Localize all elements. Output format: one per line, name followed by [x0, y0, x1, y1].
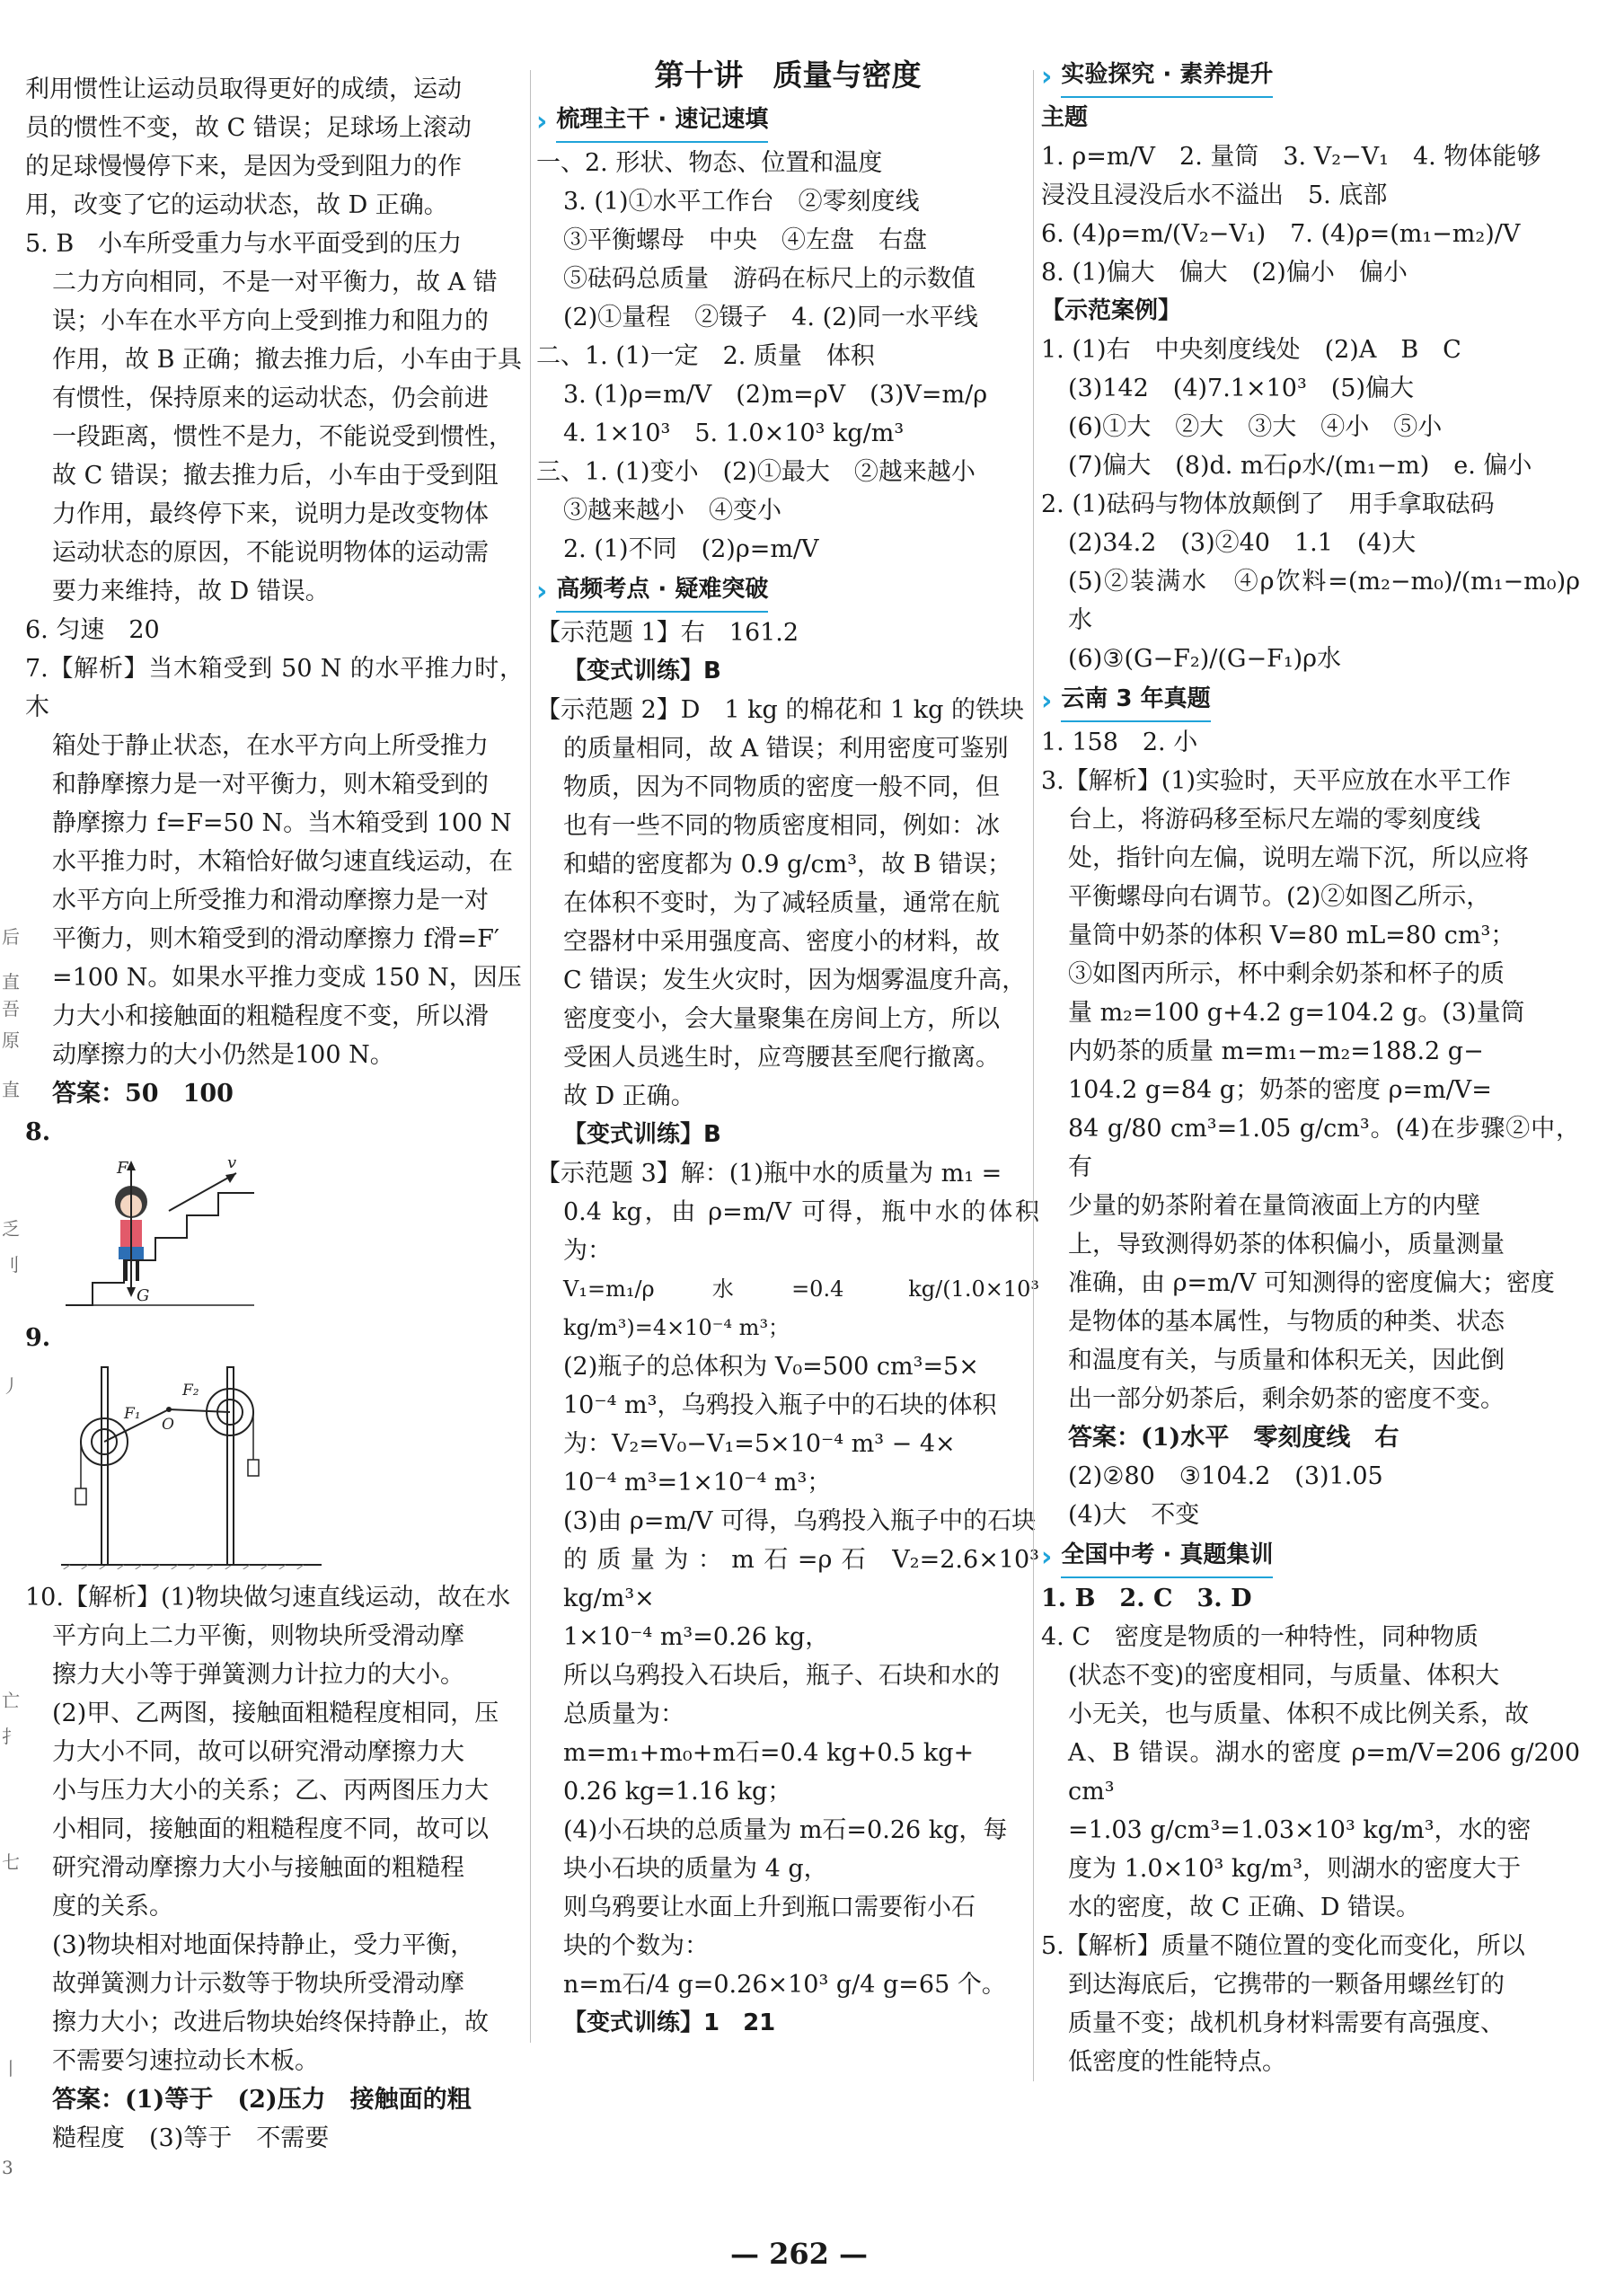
text-line: 2. (1)不同 (2)ρ=m/V	[563, 535, 819, 563]
text-line: (6)③(G−F₂)/(G−F₁)ρ水	[1068, 645, 1342, 673]
text-line: 度为 1.0×10³ kg/m³，则湖水的密度大于	[1068, 1855, 1522, 1883]
formula-line: m=m₁+m₀+m石=0.4 kg+0.5 kg+	[563, 1739, 975, 1767]
text-line: (3)物块相对地面保持静止，受力平衡，	[52, 1931, 475, 1959]
chevron-right-icon: ›	[1041, 1541, 1053, 1573]
variant-training: 【变式训练】1 21	[563, 2009, 776, 2036]
text-line: 和蜡的密度都为 0.9 g/cm³，故 B 错误；	[563, 851, 1012, 879]
text-line: 到达海底后，它携带的一颗备用螺丝钉的	[1068, 1971, 1505, 1999]
section-header-experiment: › 实验探究 · 素养提升	[1041, 57, 1580, 95]
text-line: 1. (1)右 中央刻度线处 (2)A B C	[1041, 336, 1461, 364]
text-line: 受困人员逃生时，应弯腰甚至爬行撤离。	[563, 1044, 1000, 1072]
text-line: 一段距离，惯性不是力，不能说受到惯性，	[52, 423, 513, 451]
text-line: (7)偏大 (8)d. m石ρ水/(m₁−m) e. 偏小	[1068, 452, 1532, 480]
answer-10: 10.【解析】(1)物块做匀速直线运动，故在水	[25, 1584, 511, 1612]
text-line: 故 C 错误；撤去推力后，小车由于受到阻	[52, 462, 499, 490]
text-line: 擦力大小；改进后物块始终保持静止，故	[52, 2009, 489, 2036]
edge-remnant-5: 直	[2, 1079, 20, 1100]
text-line: 度的关系。	[52, 1893, 173, 1921]
text-line: (2)②80 ③104.2 (3)1.05	[1068, 1462, 1383, 1490]
text-line: 则乌鸦要让水面上升到瓶口需要衔小石	[563, 1894, 976, 1921]
text-line: 平方向上二力平衡，则物块所受滑动摩	[52, 1622, 464, 1650]
text-line: 84 g/80 cm³=1.05 g/cm³。(4)在步骤②中，有	[1068, 1115, 1580, 1181]
text-line: 准确，由 ρ=m/V 可知测得的密度偏大；密度	[1068, 1269, 1555, 1297]
figure-pulley-diagram	[61, 1363, 331, 1569]
text-line: 员的惯性不变，故 C 错误；足球场上滚动	[25, 114, 472, 142]
text-line: 3. (1)①水平工作台 ②零刻度线	[563, 188, 920, 216]
text-line: 力大小和接触面的粗糙程度不变，所以滑	[52, 1002, 489, 1030]
text-line: 的质量相同，故 A 错误；利用密度可鉴别	[563, 735, 1009, 763]
answer-line: 答案：(1)水平 零刻度线 右	[1068, 1424, 1399, 1452]
edge-remnant-8: 丿	[2, 1375, 20, 1397]
text-line: 小与压力大小的关系；乙、丙两图压力大	[52, 1777, 489, 1805]
text-line: 的质量为：m石=ρ石 V₂=2.6×10³ kg/m³×	[563, 1546, 1039, 1612]
text-line: 0.26 kg=1.16 kg；	[563, 1778, 792, 1806]
text-line: 水平推力时，木箱恰好做匀速直线运动，在	[52, 848, 513, 876]
text-line: (2)①量程 ②镊子 4. (2)同一水平线	[563, 304, 978, 331]
edge-remnant-10: 扌	[2, 1726, 20, 1747]
text-line: 在体积不变时，为了减轻质量，通常在航	[563, 889, 1000, 917]
text-line: (3)由 ρ=m/V 可得，乌鸦投入瓶子中的石块	[563, 1507, 1037, 1535]
edge-remnant-2: 直	[2, 971, 20, 993]
text-line: 运动状态的原因，不能说明物体的运动需	[52, 539, 489, 567]
svg-text:F: F	[117, 1159, 128, 1178]
chevron-right-icon: ›	[1041, 60, 1053, 93]
text-line: 1. B 2. C 3. D	[1041, 1585, 1252, 1612]
text-line: ③越来越小 ④变小	[563, 497, 781, 525]
svg-text:G: G	[137, 1286, 150, 1305]
text-line: 糙程度 (3)等于 不需要	[52, 2124, 330, 2152]
svg-text:O: O	[162, 1416, 174, 1434]
text-line: 量 m₂=100 g+4.2 g=104.2 g。(3)量筒	[1068, 999, 1525, 1027]
column-right	[1033, 60, 1580, 2081]
text-line: 三、1. (1)变小 (2)①最大 ②越来越小	[536, 458, 976, 486]
formula-line: V₁=m₁/ρ水=0.4 kg/(1.0×10³ kg/m³)=4×10⁻⁴ m³；	[563, 1276, 1039, 1340]
variant-training: 【变式训练】B	[563, 658, 721, 684]
text-line: 总质量为：	[563, 1700, 684, 1728]
formula-line: n=m石/4 g=0.26×10³ g/4 g=65 个。	[563, 1971, 1006, 1999]
answer-6: 6. 匀速 20	[25, 616, 160, 644]
text-line: 水平方向上所受推力和滑动摩擦力是一对	[52, 887, 489, 914]
text-line: 小无关，也与质量、体积不成比例关系，故	[1068, 1700, 1529, 1728]
edge-remnant-6: 乏	[2, 1218, 20, 1240]
column-middle	[530, 57, 1039, 2043]
text-line: 3. (1)ρ=m/V (2)m=ρV (3)V=m/ρ	[563, 381, 988, 409]
text-line: 台上，将游码移至标尺左端的零刻度线	[1068, 806, 1480, 834]
text-line: 动摩擦力的大小仍然是100 N。	[52, 1041, 394, 1069]
text-line: ③平衡螺母 中央 ④左盘 右盘	[563, 226, 927, 254]
answer-line: 答案：50 100	[52, 1080, 234, 1108]
text-line: =100 N。如果水平推力变成 150 N，因压	[52, 964, 522, 992]
text-line: 用，改变了它的运动状态，故 D 正确。	[25, 191, 448, 219]
text-line: 二力方向相同，不是一对平衡力，故 A 错	[52, 269, 498, 296]
text-line: 为：V₂=V₀−V₁=5×10⁻⁴ m³ − 4×	[563, 1430, 956, 1458]
text-line: 4. 1×10³ 5. 1.0×10³ kg/m³	[563, 419, 905, 447]
text-line: 力作用，最终停下来，说明力是改变物体	[52, 500, 489, 528]
edge-remnant-9: 亡	[2, 1690, 20, 1711]
text-line: 有惯性，保持原来的运动状态，仍会前进	[52, 384, 489, 412]
text-line: A、B 错误。湖水的密度 ρ=m/V=206 g/200 cm³	[1068, 1739, 1580, 1806]
text-line: 空器材中采用强度高、密度小的材料，故	[563, 928, 1000, 956]
text-line: 量筒中奶茶的体积 V=80 mL=80 cm³；	[1068, 922, 1515, 949]
example-1: 【示范题 1】右 161.2	[536, 619, 799, 647]
text-line: 1×10⁻⁴ m³=0.26 kg，	[563, 1623, 830, 1651]
text-line: 作用，故 B 正确；撤去推力后，小车由于具	[52, 346, 523, 374]
text-line: 浸没且浸没后水不溢出 5. 底部	[1041, 181, 1388, 209]
variant-training: 【变式训练】B	[563, 1121, 721, 1148]
text-line: =1.03 g/cm³=1.03×10³ kg/m³，水的密	[1068, 1816, 1532, 1844]
text-line: 是物体的基本属性，与物质的种类、状态	[1068, 1308, 1505, 1336]
text-line: 0.4 kg，由 ρ=m/V 可得，瓶中水的体积为：	[563, 1198, 1039, 1265]
question-9-label: 9.	[25, 1324, 51, 1352]
edge-remnant-11: 七	[2, 1851, 20, 1873]
text-line: 静摩擦力 f=F=50 N。当木箱受到 100 N	[52, 809, 512, 837]
text-line: (5)②装满水 ④ρ饮料=(m₂−m₀)/(m₁−m₀)ρ水	[1068, 568, 1580, 634]
text-line: (2)34.2 (3)②40 1.1 (4)大	[1068, 529, 1417, 557]
question-8-label: 8.	[25, 1118, 51, 1146]
text-line: 力大小不同，故可以研究滑动摩擦力大	[52, 1738, 464, 1766]
section-header-national: › 全国中考 · 真题集训	[1041, 1538, 1580, 1576]
text-line: C 错误；发生火灾时，因为烟雾温度升高，	[563, 967, 1027, 994]
text-line: 水的密度，故 C 正确、D 错误。	[1068, 1894, 1421, 1921]
edge-remnant-4: 原	[2, 1029, 20, 1051]
demo-case-label: 【示范案例】	[1041, 297, 1182, 324]
chevron-right-icon: ›	[536, 575, 548, 607]
text-line: (2)瓶子的总体积为 V₀=500 cm³=5×	[563, 1353, 979, 1381]
answer-7: 7.【解析】当木箱受到 50 N 的水平推力时，木	[25, 655, 524, 721]
text-line: 处，指针向左偏，说明左端下沉，所以应将	[1068, 844, 1529, 872]
text-line: 箱处于静止状态，在水平方向上所受推力	[52, 732, 489, 760]
text-line: 利用惯性让运动员取得更好的成绩，运动	[25, 75, 462, 103]
text-line: 104.2 g=84 g；奶茶的密度 ρ=m/V=	[1068, 1076, 1492, 1104]
section-header-key-points: › 高频考点 · 疑难突破	[536, 572, 1039, 610]
text-line: ⑤砝码总质量 游码在标尺上的示数值	[563, 265, 976, 293]
section-header-review: › 梳理主干 · 速记速填	[536, 102, 1039, 140]
text-line: 内奶茶的质量 m=m₁−m₂=188.2 g−	[1068, 1038, 1484, 1065]
text-line: 8. (1)偏大 偏大 (2)偏小 偏小	[1041, 259, 1408, 287]
text-line: 不需要匀速拉动长木板。	[52, 2047, 319, 2075]
text-line: 物质，因为不同物质的密度一般不同，但	[563, 773, 1000, 801]
page-number: — 262 —	[729, 2237, 869, 2271]
edge-remnant-3: 吾	[2, 998, 20, 1020]
example-3: 【示范题 3】解：(1)瓶中水的质量为 m₁ =	[536, 1160, 1002, 1188]
text-line: 6. (4)ρ=m/(V₂−V₁) 7. (4)ρ=(m₁−m₂)/V	[1041, 220, 1521, 248]
text-line: 擦力大小等于弹簧测力计拉力的大小。	[52, 1661, 464, 1689]
answer-5: 5. B 小车所受重力与水平面受到的压力	[25, 230, 463, 258]
edge-remnant-1: 后	[2, 926, 20, 948]
text-line: (2)甲、乙两图，接触面粗糙程度相同，压	[52, 1700, 499, 1727]
section-header-yunnan: › 云南 3 年真题	[1041, 682, 1580, 720]
topic-label: 主题	[1041, 104, 1089, 131]
svg-text:F₁: F₁	[124, 1405, 141, 1423]
lecture-title: 第十讲 质量与密度	[654, 57, 922, 93]
text-line: 二、1. (1)一定 2. 质量 体积	[536, 342, 875, 370]
text-line: 块的个数为：	[563, 1932, 709, 1960]
text-line: 和静摩擦力是一对平衡力，则木箱受到的	[52, 771, 489, 799]
text-line: 小相同，接触面的粗糙程度不同，故可以	[52, 1815, 489, 1843]
text-line: 和温度有关，与质量和体积无关，因此倒	[1068, 1347, 1505, 1374]
text-line: 2. (1)砝码与物体放颠倒了 用手拿取砝码	[1041, 490, 1495, 518]
text-line: (6)①大 ②大 ③大 ④小 ⑤小	[1068, 413, 1443, 441]
text-line: 10⁻⁴ m³，乌鸦投入瓶子中的石块的体积	[563, 1391, 997, 1419]
chevron-right-icon: ›	[536, 105, 548, 137]
text-line: 的足球慢慢停下来，是因为受到阻力的作	[25, 153, 462, 181]
example-2: 【示范题 2】D 1 kg 的棉花和 1 kg 的铁块	[536, 696, 1024, 724]
text-line: 平衡力，则木箱受到的滑动摩擦力 f滑=F′	[52, 925, 500, 953]
edge-remnant-12: 丨	[2, 2058, 20, 2080]
text-line: (4)大 不变	[1068, 1501, 1200, 1529]
text-line: 1. ρ=m/V 2. 量筒 3. V₂−V₁ 4. 物体能够	[1041, 143, 1541, 171]
text-line: 10⁻⁴ m³=1×10⁻⁴ m³；	[563, 1469, 832, 1497]
text-line: 质量不变；战机机身材料需要有高强度、	[1068, 2009, 1505, 2037]
text-line: 上，导致测得奶茶的体积偏小，质量测量	[1068, 1231, 1505, 1258]
text-line: 要力来维持，故 D 错误。	[52, 578, 330, 605]
text-line: 出一部分奶茶后，剩余奶茶的密度不变。	[1068, 1385, 1505, 1413]
text-line: 误；小车在水平方向上受到推力和阻力的	[52, 307, 489, 335]
figure-stairs-force-diagram	[61, 1157, 268, 1310]
svg-text:v: v	[227, 1157, 237, 1172]
text-line: 3.【解析】(1)实验时，天平应放在水平工作	[1041, 767, 1512, 795]
text-line: 平衡螺母向右调节。(2)②如图乙所示，	[1068, 883, 1491, 911]
text-line: 4. C 密度是物质的一种特性，同种物质	[1041, 1623, 1479, 1651]
text-line: (3)142 (4)7.1×10³ (5)偏大	[1068, 375, 1415, 402]
text-line: 故 D 正确。	[563, 1082, 695, 1110]
text-line: 少量的奶茶附着在量筒液面上方的内壁	[1068, 1192, 1480, 1220]
text-line: 研究滑动摩擦力大小与接触面的粗糙程	[52, 1854, 464, 1882]
text-line: 故弹簧测力计示数等于物块所受滑动摩	[52, 1970, 464, 1998]
column-left	[25, 70, 524, 2158]
answer-line: 答案：(1)等于 (2)压力 接触面的粗	[52, 2086, 472, 2114]
text-line: 5.【解析】质量不随位置的变化而变化，所以	[1041, 1932, 1525, 1960]
text-line: 1. 158 2. 小	[1041, 729, 1198, 756]
text-line: (4)小石块的总质量为 m石=0.26 kg，每	[563, 1816, 1008, 1844]
text-line: 也有一些不同的物质密度相同，例如：冰	[563, 812, 1000, 840]
edge-remnant-13: 3	[2, 2157, 13, 2178]
text-line: 密度变小，会大量聚集在房间上方，所以	[563, 1005, 1000, 1033]
chevron-right-icon: ›	[1041, 684, 1053, 717]
edge-remnant-7: 刂	[2, 1254, 20, 1276]
text-line: 一、2. 形状、物态、位置和温度	[536, 149, 883, 177]
text-line: 块小石块的质量为 4 g，	[563, 1855, 828, 1883]
text-line: (状态不变)的密度相同，与质量、体积大	[1068, 1662, 1500, 1690]
text-line: ③如图丙所示，杯中剩余奶茶和杯子的质	[1068, 960, 1505, 988]
text-line: 低密度的性能特点。	[1068, 2048, 1286, 2076]
svg-text:F₂: F₂	[182, 1382, 199, 1400]
text-line: 所以乌鸦投入石块后，瓶子、石块和水的	[563, 1662, 1000, 1690]
